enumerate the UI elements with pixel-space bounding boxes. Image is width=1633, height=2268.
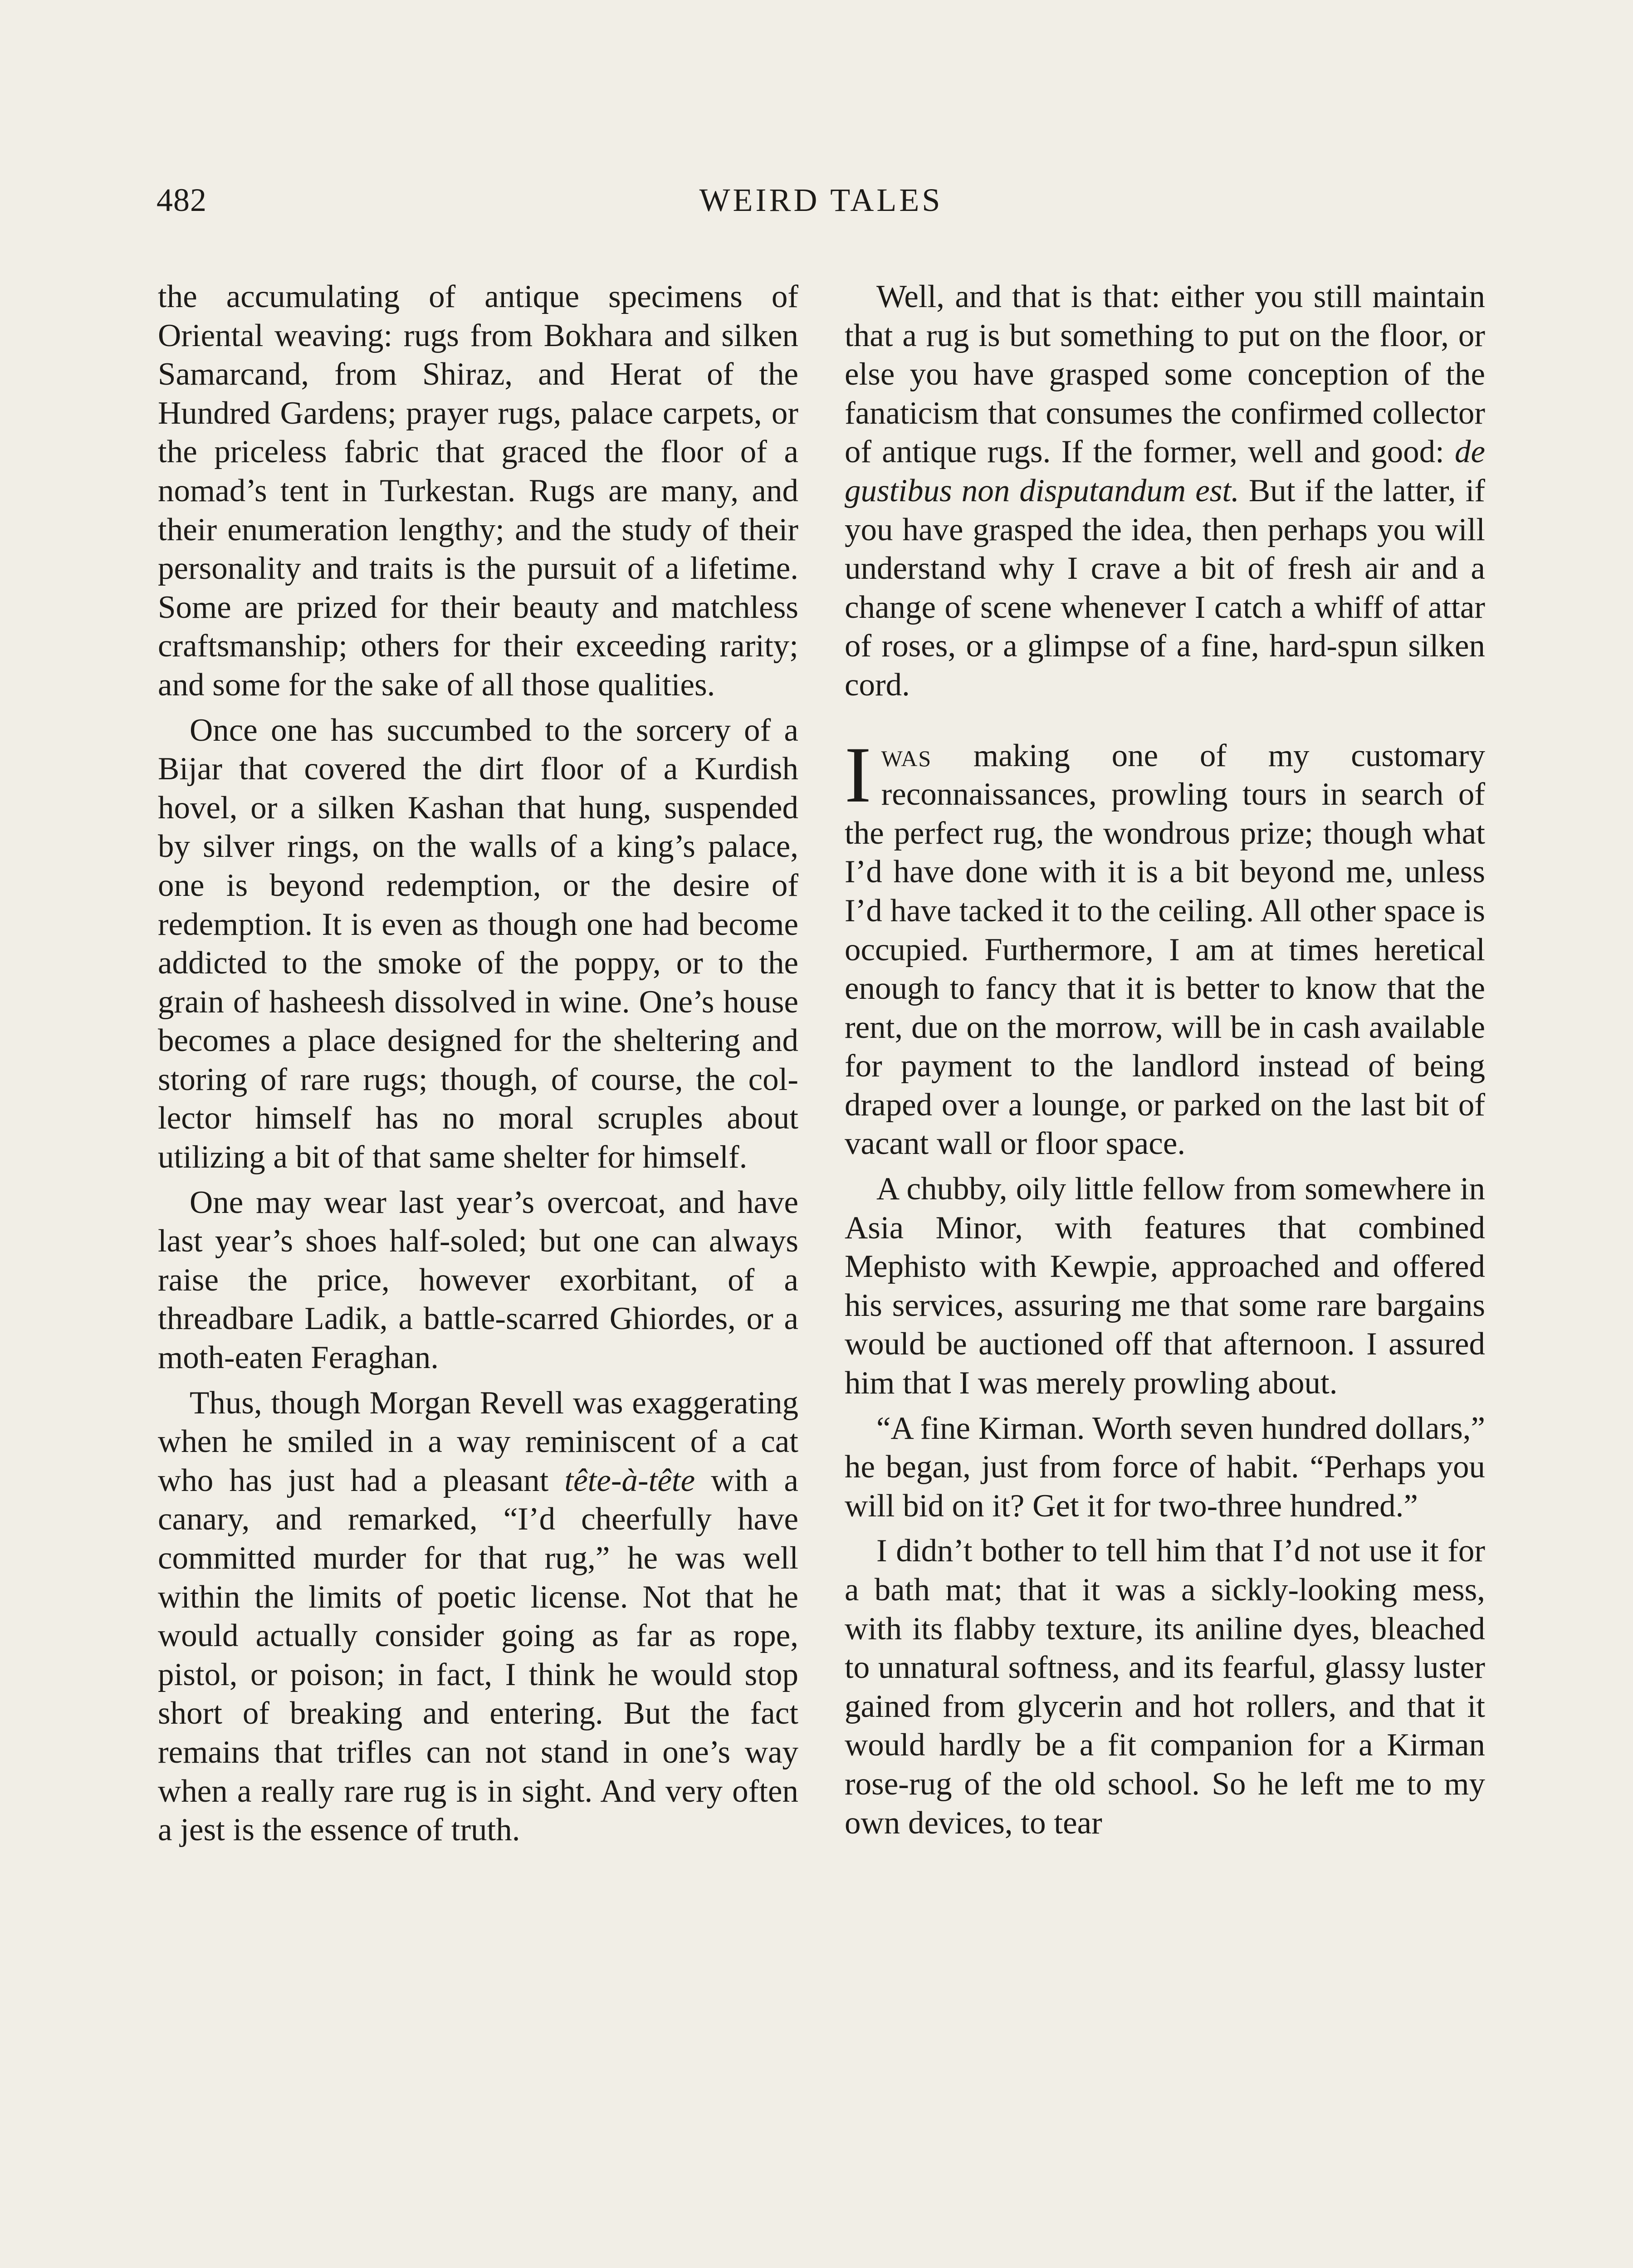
paragraph: the accumulating of antique specimens of Oriental weaving: rugs from Bokhara and silken Samarcand, from Shiraz, and Herat of the Hundred Gardens; prayer rugs, palace carpets, or the priceless fabric that graced the floor of a nomad’s tent in Turkestan. Rugs are many, and their enumeration lengthy; and the study of their personality and traits is the pursuit of a lifetime. Some are prized for their beauty and matchless craftsmanship; others for their exceeding rarity; and some for the sake of all those qualities. (158, 279, 798, 703)
text-run: making one of my customary reconnaissances, prowling tours in search of the perfect rug, the wondrous prize; though what I’d have done with it is a bit beyond me, unless I’d have tacked it to the ceiling. All other space is occupied. Furthermore, I am at times heretical enough to fancy that it is better to know that the rent, due on the morrow, will be in cash available for payment to the landlord instead of being draped over a lounge, or parked on the last bit of vacant wall or floor space. (845, 738, 1485, 1162)
page-number: 482 (156, 182, 207, 218)
paragraph (158, 1384, 798, 1850)
italic-phrase: tête-à-tête (564, 1462, 695, 1498)
italic-phrase: de gustibus non disputandum est. (845, 434, 1485, 508)
text-run: Well, and that is that: either you still maintain that a rug is but something to put on the floor, or else you have grasped some conception of the fanaticism that consumes the confirmed collector of antique rugs. If the former, well and good: (845, 279, 1485, 470)
paragraph (845, 278, 1485, 705)
paragraph: “A fine Kirman. Worth seven hundred dollars,” he began, just from force of habit. “Perhaps you will bid on it? Get it for two-three hundred.” (845, 1410, 1485, 1524)
paragraph: Once one has succumbed to the sorcery of a Bijar that covered the dirt floor of a Kurdish hovel, or a silken Kashan that hung, suspended by silver rings, on the walls of a king’s palace, one is beyond redemption, or the desire of redemption. It is even as though one had become addicted to the smoke of the poppy, or to the grain of hasheesh dissolved in wine. One’s house becomes a place designed for the sheltering and storing of rare rugs; though, of course, the collector himself has no moral scruples about utilizing a bit of that same shelter for himself. (158, 712, 798, 1175)
text-run: Thus, though Morgan Revell was exaggerating when he smiled in a way reminiscent of a cat who has just had a pleasant (158, 1385, 798, 1498)
running-title: WEIRD TALES (699, 182, 943, 218)
text-run: with a canary, and remarked, “I’d cheerfully have committed murder for that rug,” he was well within the limits of poetic license. Not that he would actually consider going as far as rope, pistol, or poison; in fact, I think he would stop short of breaking and entering. But the fact remains that trifles can not stand in one’s way when a really rare rug is in sight. And very often a jest is the essence of truth. (158, 1462, 798, 1848)
paragraph: I didn’t bother to tell him that I’d not use it for a bath mat; that it was a sickly-looking mess, with its flabby texture, its aniline dyes, bleached to unnatural softness, and its fearful, glassy luster gained from glycerin and hot rollers, and that it would hardly be a fit companion for a Kirman rose-rug of the old school. So he left me to my own devices, to tear (845, 1533, 1485, 1841)
paragraph: One may wear last year’s overcoat, and have last year’s shoes half-soled; but one can always raise the price, however exorbitant, of a threadbare Ladik, a battle-scarred Ghiordes, or a moth-eaten Feraghan. (158, 1184, 798, 1376)
small-caps-run: was (881, 738, 932, 773)
drop-cap: I (845, 730, 871, 819)
paragraph: A chubby, oily little fellow from somewhere in Asia Minor, with features that combined Mephisto with Kewpie, approached and offered his services, assuring me that some rare bargains would be auctioned off that afternoon. I assured him that I was merely prowling about. (845, 1171, 1485, 1401)
text-run: But if the latter, if you have grasped the idea, then perhaps you will understand why I crave a bit of fresh air and a change of scene whenever I catch a whiff of attar of roses, or a glimpse of a fine, hard-spun silken cord. (845, 473, 1485, 703)
left-column (158, 278, 798, 1850)
page-header (156, 181, 1486, 231)
section-opening-paragraph (845, 730, 1485, 1164)
right-column (845, 278, 1485, 1843)
